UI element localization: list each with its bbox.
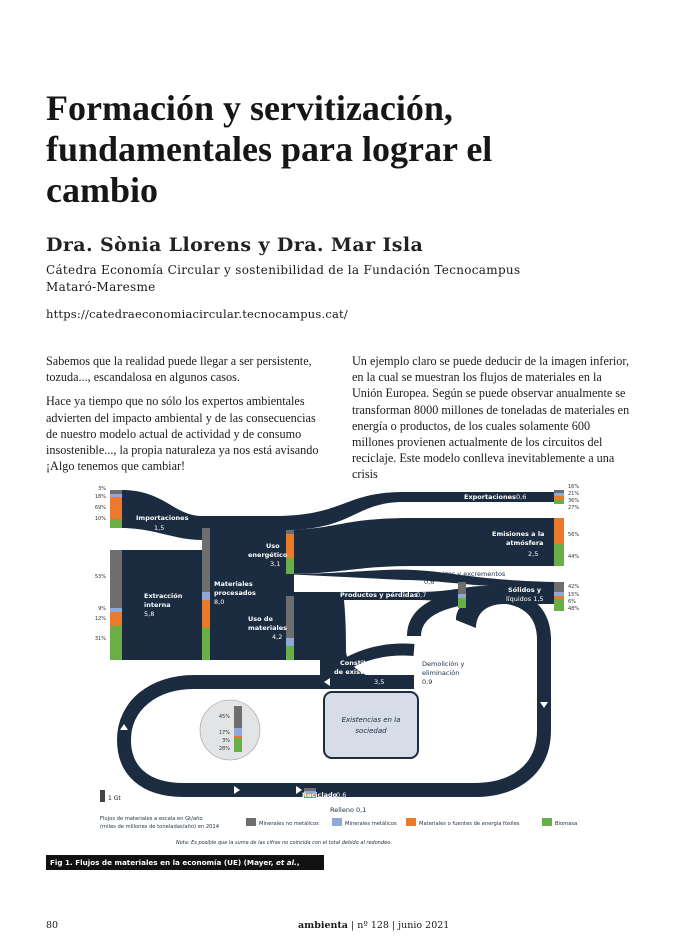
svg-text:Minerales no metálicos: Minerales no metálicos — [259, 821, 319, 827]
label-existencias2: sociedad — [355, 727, 387, 735]
label-exportaciones: Exportaciones — [464, 493, 516, 501]
svg-text:atmósfera: atmósfera — [506, 539, 544, 547]
label-existencias: Existencias en la — [341, 716, 401, 724]
label-extraccion: Extracción — [144, 592, 183, 600]
pct: 42% — [568, 584, 580, 590]
label-constitucion: Constitución — [340, 659, 386, 667]
body-column-left — [46, 353, 322, 482]
svg-text:interna: interna — [144, 601, 171, 609]
label-residuos: Residuos — [474, 588, 508, 596]
pct: 12% — [94, 616, 106, 622]
pct: 21% — [568, 491, 580, 497]
label-cenizas: Cenizas y excrementos — [430, 570, 506, 578]
page-number: 80 — [46, 920, 59, 931]
pct: 48% — [568, 606, 580, 612]
article-authors: Dra. Sònia Llorens y Dra. Mar Isla — [46, 234, 424, 256]
pct: 9% — [98, 606, 106, 612]
figure-caption: Fig 1. Flujos de materiales en la economía (UE) (Mayer, et al., 2014) — [46, 855, 324, 870]
label-uso-energetico: Uso — [266, 542, 280, 550]
pct: 18% — [94, 494, 106, 500]
svg-text:0,9: 0,9 — [422, 678, 433, 686]
pct: 53% — [94, 574, 106, 580]
label-emisiones: Emisiones a la — [492, 530, 545, 538]
svg-text:4,2: 4,2 — [272, 633, 283, 641]
bar-materiales — [202, 528, 210, 660]
pct: 28% — [218, 746, 230, 752]
label-uso-materiales: Uso de — [248, 615, 273, 623]
bar-emisiones — [554, 518, 564, 566]
svg-text:5,8: 5,8 — [144, 610, 155, 618]
svg-text:0,6: 0,6 — [424, 578, 435, 586]
magazine-footer: ambienta | nº 128 | junio 2021 — [298, 920, 450, 931]
bar-importaciones — [110, 490, 122, 528]
affiliation-url[interactable]: https://catedraeconomiacircular.tecnocampus.cat/ — [46, 307, 348, 321]
svg-text:Materiales o fuentes de energí: Materiales o fuentes de energía fósiles — [419, 821, 520, 827]
author-affiliation: Cátedra Economía Circular y sostenibilidad de la Fundación Tecnocampus Mataró-Maresme — [46, 263, 521, 294]
pct: 44% — [568, 554, 580, 560]
pct: 6% — [568, 599, 576, 605]
svg-text:Minerales metálicos: Minerales metálicos — [345, 821, 397, 827]
stock-box — [324, 692, 418, 758]
label-materiales: Materiales — [214, 580, 253, 588]
label-relleno: Relleno — [330, 806, 354, 814]
scale-label: 1 Gt — [108, 795, 121, 802]
percent-labels-right — [568, 484, 579, 612]
figure-note: Nota: Es posible que la suma de las cifras no coincida con el total debido al redondeo. — [176, 840, 392, 846]
svg-text:2,5: 2,5 — [528, 550, 539, 558]
bar-exportaciones — [554, 490, 564, 504]
pct: 31% — [94, 636, 106, 642]
label-productos: Productos y pérdidas — [340, 591, 418, 599]
svg-text:Biomasa: Biomasa — [555, 821, 578, 827]
pct: 45% — [218, 714, 230, 720]
svg-text:líquidos 1,5: líquidos 1,5 — [506, 595, 544, 603]
svg-text:(miles de millones de tonelada: (miles de millones de toneladas/año) en 2014 — [100, 824, 220, 830]
scale-bar — [100, 790, 105, 802]
svg-text:0,1: 0,1 — [356, 806, 367, 814]
article-title: Formación y servitización, fundamentales para lograr el cambio — [46, 88, 493, 210]
label-solidos: Sólidos y — [508, 586, 542, 594]
svg-text:procesados: procesados — [214, 589, 256, 597]
pct: 15% — [568, 592, 580, 598]
legend — [100, 816, 577, 846]
bar-uso-materiales — [286, 596, 294, 660]
bar-residuos-right — [554, 582, 564, 611]
paragraph: Hace ya tiempo que no sólo los expertos ambientales advierten del impacto ambiental y de las consecuencias de nuestro modelo actual de actividad y de consumo insostenible..., la propia naturaleza ya nos está avisando ¡Algo tenemos que cambiar! — [46, 394, 319, 474]
bar-residuos-left — [458, 582, 466, 608]
svg-text:0,6: 0,6 — [336, 791, 347, 799]
svg-text:3,1: 3,1 — [270, 560, 281, 568]
label-demolicion: Demolición y — [422, 660, 465, 668]
svg-text:materiales: materiales — [248, 624, 287, 632]
svg-text:3,5: 3,5 — [374, 678, 385, 686]
pct: 3% — [98, 486, 106, 492]
paragraph: Un ejemplo claro se puede deducir de la imagen inferior, en la cual se muestran los flujos de materiales en la Unión Europea. Según se puede observar anualmente se transforman 8000 millones de toneladas de materiales en energía o productos, de los cuales solamente 600 millones provienen actualmente de los circuitos del reciclaje. Este modelo conlleva inevitablemente a una crisis — [352, 354, 630, 482]
pct: 17% — [218, 730, 230, 736]
bar-extraccion — [110, 550, 122, 660]
svg-text:8,0: 8,0 — [214, 598, 225, 606]
pct: 56% — [568, 532, 580, 538]
svg-text:2,2: 2,2 — [476, 598, 487, 606]
svg-text:0,7: 0,7 — [416, 591, 427, 599]
svg-text:energético: energético — [248, 551, 288, 559]
material-flow-diagram — [84, 470, 604, 850]
label-reciclado: Reciclado — [302, 791, 338, 799]
svg-text:1,5: 1,5 — [154, 524, 165, 532]
stock-composition-circle — [200, 700, 260, 760]
svg-text:de existencias: de existencias — [334, 668, 387, 676]
paragraph: Sabemos que la realidad puede llegar a ser persistente, tozuda..., escandalosa en algunos casos. — [46, 354, 312, 385]
pct: 27% — [568, 505, 580, 511]
pct: 36% — [568, 498, 580, 504]
pct: 3% — [222, 738, 230, 744]
pct: 16% — [568, 484, 580, 490]
pct: 69% — [94, 505, 106, 511]
svg-text:Flujos de materiales a escala: Flujos de materiales a escala en Gt/año — [100, 816, 203, 822]
label-importaciones: Importaciones — [136, 514, 189, 522]
svg-text:eliminación: eliminación — [422, 669, 460, 677]
svg-text:0,6: 0,6 — [516, 493, 527, 501]
pct: 10% — [94, 516, 106, 522]
